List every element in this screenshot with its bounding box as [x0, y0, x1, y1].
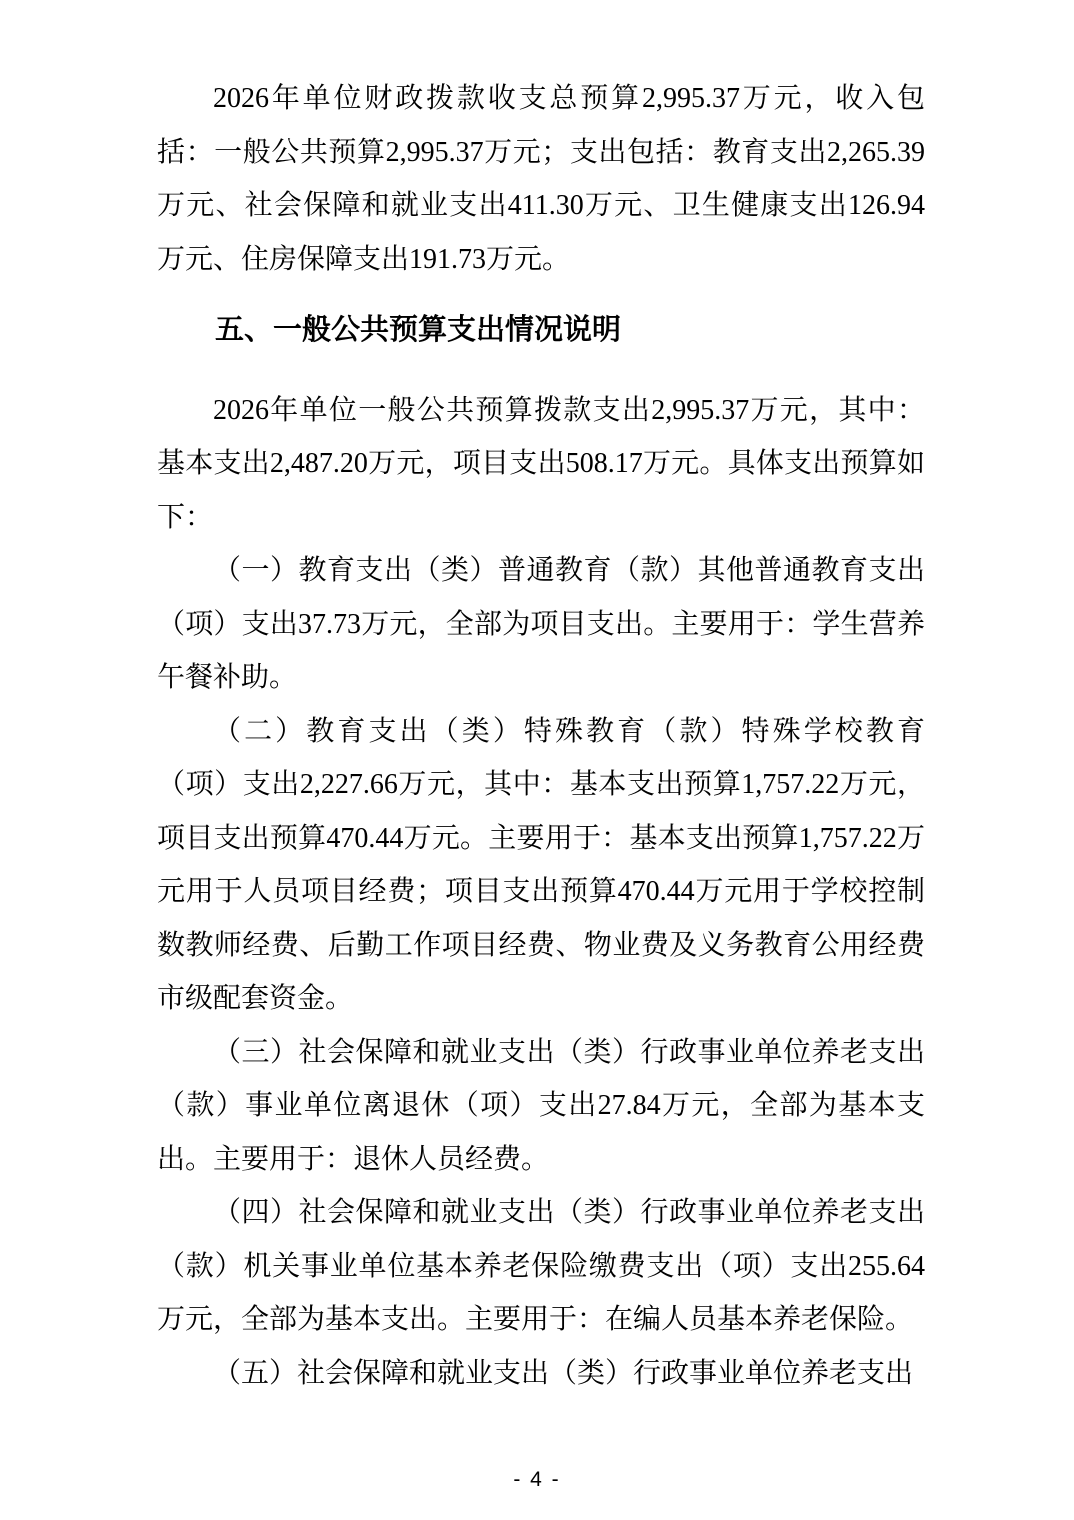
page-number: - 4 - [513, 1468, 561, 1491]
paragraph-item-5-social-security: （五）社会保障和就业支出（类）行政事业单位养老支出 [213, 1357, 914, 1389]
paragraph-item-4-pension-insurance: （四）社会保障和就业支出（类）行政事业单位养老支出（款）机关事业单位基本养老保险缴费支出（项）支出255.64万元，全部为基本支出。主要用于：在编人员基本养老保险。 [157, 1197, 925, 1335]
paragraph-item-1-education-general: （一）教育支出（类）普通教育（款）其他普通教育支出（项）支出37.73万元，全部为项目支出。主要用于：学生营养午餐补助。 [157, 555, 925, 693]
paragraph-item-3-retirement: （三）社会保障和就业支出（类）行政事业单位养老支出（款）事业单位离退休（项）支出27.84万元，全部为基本支出。主要用于：退休人员经费。 [157, 1036, 925, 1175]
section-heading-general-public-budget: 五、一般公共预算支出情况说明 [215, 314, 622, 346]
document-content [157, 72, 925, 1400]
page-footer [0, 1468, 1074, 1492]
paragraph-item-2-special-education: （二）教育支出（类）特殊教育（款）特殊学校教育（项）支出2,227.66万元，其中：基本支出预算1,757.22万元，项目支出预算470.44万元。主要用于：基本支出预算1,757.22万元用于人员项目经费；项目支出预算470.44万元用于学校控制数教师经费、后勤工作项目经费、物业费及义务教育公用经费市级配套资金。 [157, 715, 925, 1014]
paragraph-fiscal-funding-totals: 2026年单位财政拨款收支总预算2,995.37万元，收入包括：一般公共预算2,995.37万元；支出包括：教育支出2,265.39万元、社会保障和就业支出411.30万元、卫生健康支出126.94万元、住房保障支出191.73万元。 [157, 83, 925, 275]
paragraph-budget-expenditure-overview: 2026年单位一般公共预算拨款支出2,995.37万元，其中：基本支出2,487.20万元，项目支出508.17万元。具体支出预算如下： [157, 394, 925, 533]
